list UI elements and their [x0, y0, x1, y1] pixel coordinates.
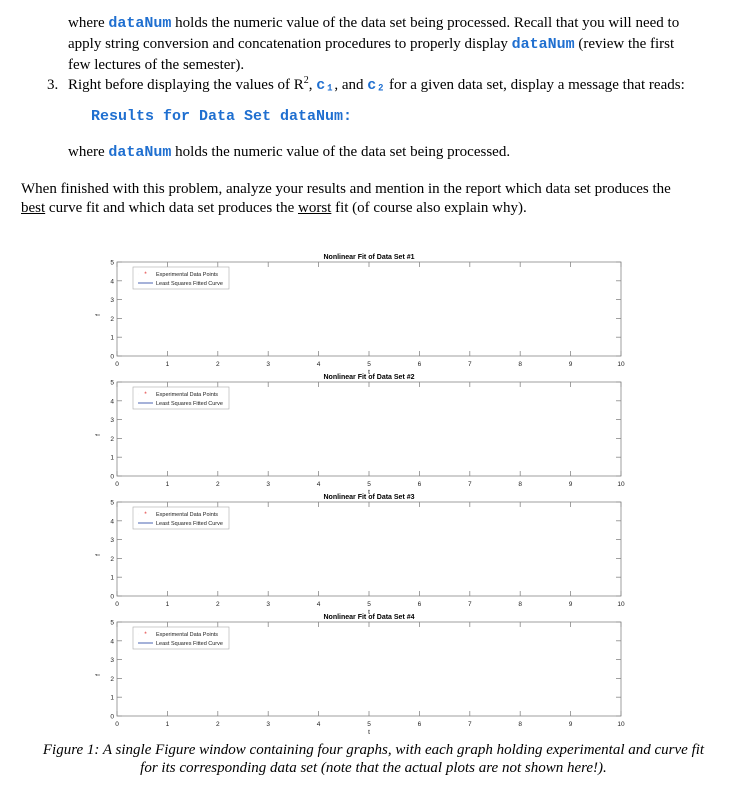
plot3-y-tick-label: 5 — [110, 499, 114, 507]
plot1-x-tick-label: 9 — [568, 361, 573, 368]
list-number-3: 3. — [47, 77, 59, 93]
plot3-y-tick-label: 4 — [110, 518, 114, 526]
plot4-legend-entry-experimental: Experimental Data Points — [156, 632, 219, 638]
plot3-x-tick-label: 5 — [367, 601, 371, 608]
plot4-legend-marker: * — [144, 631, 147, 638]
code-datanum: dataNum — [108, 144, 172, 161]
plot2-x-tick-label: 0 — [115, 481, 119, 488]
plot2-x-tick-label: 9 — [568, 481, 573, 488]
plot4-x-tick-label: 8 — [518, 721, 523, 728]
plot1-x-tick-label: 4 — [316, 361, 321, 368]
plot4-x-tick-label: 2 — [215, 721, 220, 728]
plot3-legend-entry-fitted: Least Squares Fitted Curve — [156, 521, 223, 527]
plot1-x-tick-label: 0 — [115, 361, 119, 368]
plot2-x-tick-label: 10 — [617, 481, 625, 488]
plot3-y-tick-label: 2 — [110, 555, 114, 563]
plot1-y-tick-label: 1 — [110, 334, 114, 342]
plot4-y-tick-label: 2 — [110, 675, 114, 683]
plot4-x-tick-label: 5 — [367, 721, 371, 728]
plot3-y-tick-label: 1 — [110, 574, 114, 582]
plot1-y-tick-label: 2 — [110, 315, 114, 323]
plot4-x-tick-label: 4 — [316, 721, 321, 728]
plot2-y-tick-label: 1 — [110, 454, 114, 462]
plot2-x-tick-label: 5 — [367, 481, 371, 488]
plot1-legend-entry-experimental: Experimental Data Points — [156, 272, 219, 278]
plot2-x-tick-label: 1 — [165, 481, 170, 488]
plot2-x-tick-label: 8 — [518, 481, 523, 488]
plot3-x-tick-label: 4 — [316, 601, 321, 608]
plot1-legend-entry-fitted: Least Squares Fitted Curve — [156, 281, 223, 287]
plot3-legend-marker: * — [144, 511, 147, 518]
plot3-x-tick-label: 2 — [215, 601, 220, 608]
plot1-y-tick-label: 4 — [110, 278, 114, 286]
plot3-x-axis-label: t — [368, 609, 370, 616]
plot4-title: Nonlinear Fit of Data Set #4 — [323, 614, 415, 621]
plot2-x-tick-label: 4 — [316, 481, 321, 488]
paragraph-line-1: When finished with this problem, analyze your results and mention in the report which data set produces the — [21, 181, 671, 197]
plot2-y-tick-label: 3 — [110, 417, 114, 425]
plot2-y-tick-label: 5 — [110, 379, 114, 387]
plot4-y-tick-label: 5 — [110, 619, 114, 627]
plot1-x-tick-label: 3 — [266, 361, 271, 368]
plot1-title: Nonlinear Fit of Data Set #1 — [323, 254, 415, 261]
plot1-x-tick-label: 1 — [165, 361, 170, 368]
plot4-x-tick-label: 0 — [115, 721, 119, 728]
plot1-y-axis-label: f — [95, 314, 102, 316]
plot2-x-tick-label: 2 — [215, 481, 220, 488]
plot4-x-axis-label: t — [368, 729, 370, 736]
plot3-x-tick-label: 8 — [518, 601, 523, 608]
plot1-legend-marker: * — [144, 271, 147, 278]
body-where-line: where dataNum holds the numeric value of the data set being processed. — [68, 144, 511, 161]
plot2-legend-entry-fitted: Least Squares Fitted Curve — [156, 401, 223, 407]
plot2-x-tick-label: 7 — [467, 481, 472, 488]
plot4-x-tick-label: 7 — [467, 721, 472, 728]
body-line-2: apply string conversion and concatenation procedures to properly display dataNum (review the first — [68, 36, 675, 53]
plot3-x-tick-label: 0 — [115, 601, 119, 608]
plot1-x-tick-label: 6 — [417, 361, 422, 368]
plot2-y-tick-label: 4 — [110, 398, 114, 406]
plot2-y-axis-label: f — [95, 434, 102, 436]
code-c2: c₂ — [367, 77, 386, 94]
code-datanum: dataNum — [511, 36, 575, 53]
plot4-y-axis-label: f — [95, 674, 102, 676]
plot3-x-tick-label: 3 — [266, 601, 271, 608]
code-datanum: dataNum — [108, 15, 172, 32]
plot3-legend-entry-experimental: Experimental Data Points — [156, 512, 219, 518]
plot3-x-tick-label: 6 — [417, 601, 422, 608]
body-line-1: where dataNum holds the numeric value of the data set being processed. Recall that you will need to — [68, 15, 680, 32]
plot2-title: Nonlinear Fit of Data Set #2 — [323, 374, 415, 381]
plot4-y-tick-label: 4 — [110, 638, 114, 646]
plot1-x-tick-label: 8 — [518, 361, 523, 368]
plot3-x-tick-label: 1 — [165, 601, 170, 608]
plot4-x-tick-label: 9 — [568, 721, 573, 728]
plot2-x-tick-label: 6 — [417, 481, 422, 488]
plot2-x-tick-label: 3 — [266, 481, 271, 488]
plot4-y-tick-label: 1 — [110, 694, 114, 702]
plot3-x-tick-label: 10 — [617, 601, 625, 608]
paragraph-line-2: best curve fit and which data set produces the worst fit (of course also explain why). — [21, 200, 527, 216]
plot1-y-tick-label: 3 — [110, 297, 114, 305]
plot1-x-tick-label: 5 — [367, 361, 371, 368]
word-worst: worst — [298, 200, 332, 216]
plot3-x-tick-label: 7 — [467, 601, 472, 608]
plot1-x-axis-label: t — [368, 369, 370, 376]
plot3-title: Nonlinear Fit of Data Set #3 — [323, 494, 415, 501]
list-item-3: Right before displaying the values of $R^2$, c₁, and c₂ for a given data set, display a message that reads: — [68, 75, 685, 94]
plot2-y-tick-label: 0 — [110, 473, 114, 481]
word-best: best — [21, 200, 46, 216]
plot2-legend-entry-experimental: Experimental Data Points — [156, 392, 219, 398]
plot4-x-tick-label: 3 — [266, 721, 271, 728]
plot2-x-axis-label: t — [368, 489, 370, 496]
plot1-y-tick-label: 0 — [110, 353, 114, 361]
plot4-legend-entry-fitted: Least Squares Fitted Curve — [156, 641, 223, 647]
plot1-y-tick-label: 5 — [110, 259, 114, 267]
plot3-x-tick-label: 9 — [568, 601, 573, 608]
plot4-y-tick-label: 0 — [110, 713, 114, 721]
plot3-y-tick-label: 3 — [110, 537, 114, 545]
code-c1: c₁ — [316, 77, 335, 94]
plot3-y-axis-label: f — [95, 554, 102, 556]
plot4-x-tick-label: 1 — [165, 721, 170, 728]
figure-caption-line-1: Figure 1: A single Figure window containing four graphs, with each graph holding experimental and curve fit — [42, 742, 705, 758]
plot4-y-tick-label: 3 — [110, 657, 114, 665]
plot2-legend-marker: * — [144, 391, 147, 398]
plot2-y-tick-label: 2 — [110, 435, 114, 443]
plot1-x-tick-label: 2 — [215, 361, 220, 368]
plot4-x-tick-label: 10 — [617, 721, 625, 728]
body-line-3: few lectures of the semester). — [68, 57, 245, 73]
plot3-y-tick-label: 0 — [110, 593, 114, 601]
results-message-code: Results for Data Set dataNum: — [91, 108, 353, 125]
plot4-x-tick-label: 6 — [417, 721, 422, 728]
figure-caption-line-2: for its corresponding data set (note that the actual plots are not shown here!). — [140, 760, 607, 776]
plot1-x-tick-label: 7 — [467, 361, 472, 368]
plot1-x-tick-label: 10 — [617, 361, 625, 368]
